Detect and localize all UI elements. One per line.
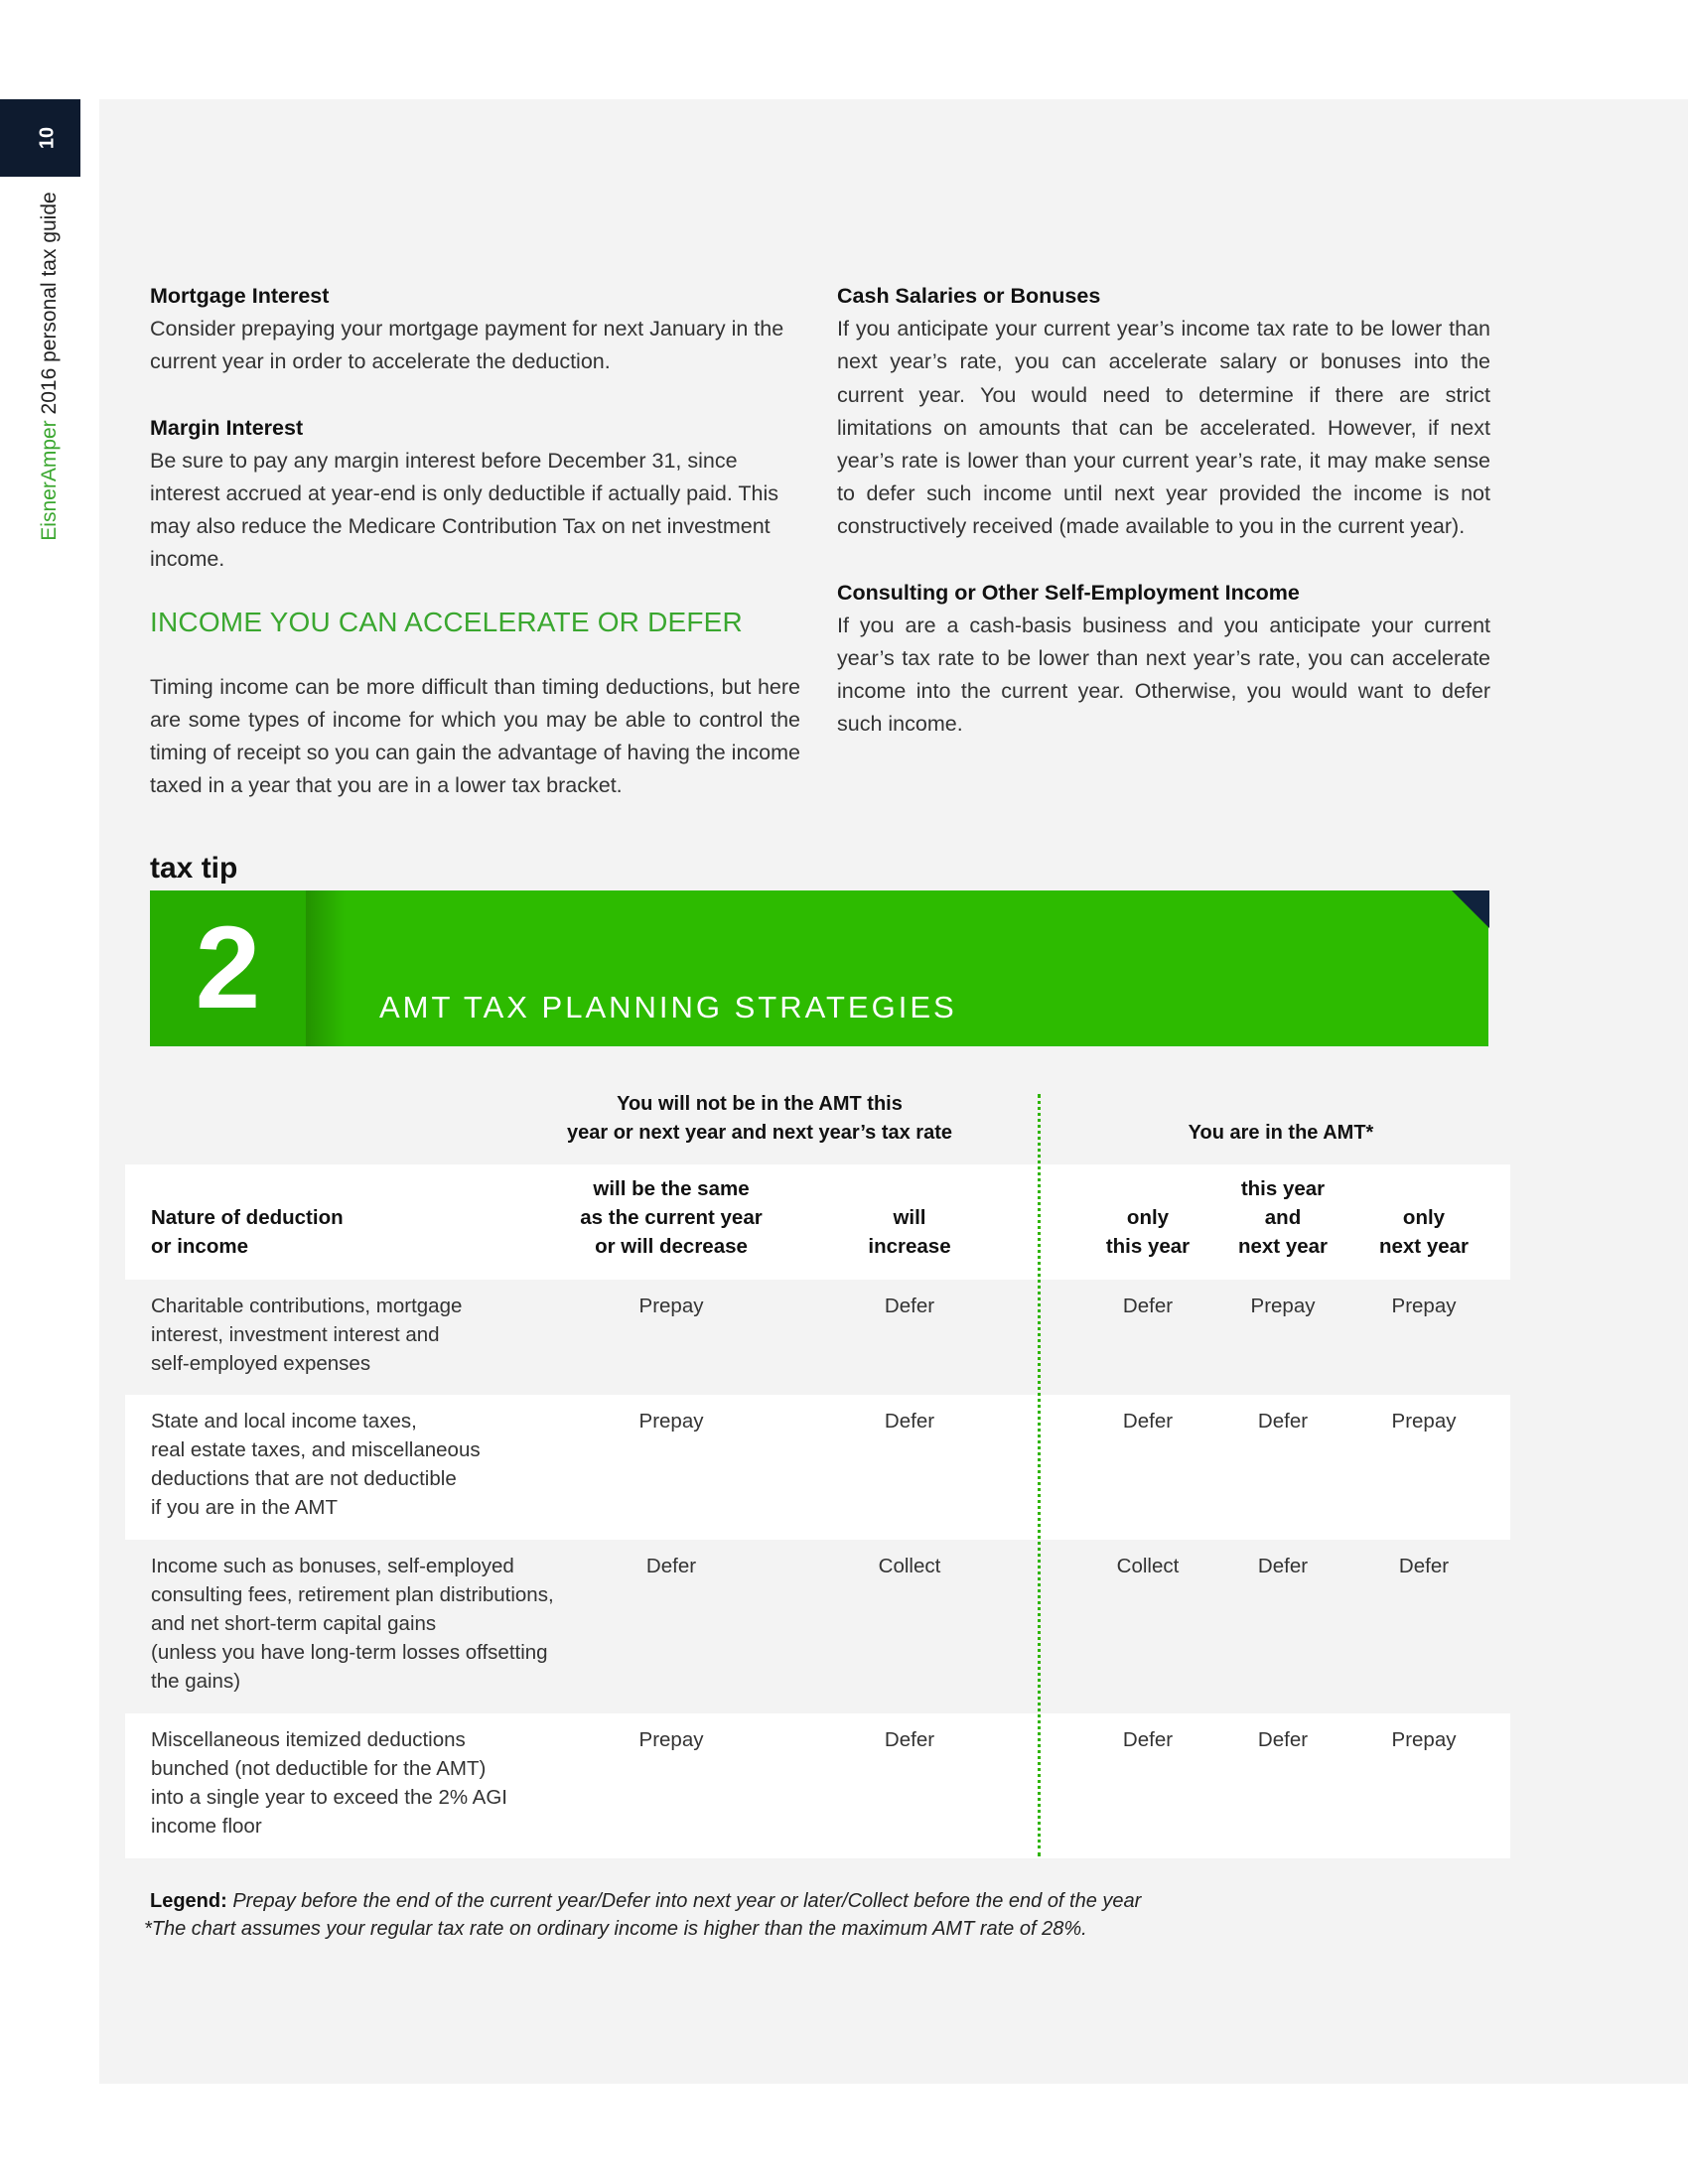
row-description: Charitable contributions, mortgage interest, investment interest and self-employed expenses [151,1295,463,1375]
table-row [125,1395,1510,1540]
left-column [150,280,800,802]
header-will-increase: will increase [868,1206,951,1258]
header-nature: Nature of deduction or income [151,1206,344,1258]
legend-text: Prepay before the end of the current year/Defer into next year or later/Collect before the end of the year [232,1890,1142,1912]
table-cell: Defer [1122,1295,1174,1317]
group-header-line: You will not be in the AMT this [617,1093,903,1115]
header-same-or-decrease: will be the same as the current year or will decrease [580,1177,763,1258]
table-cell: Defer [645,1555,697,1577]
table-cell: Defer [1257,1728,1309,1751]
table-cell: Prepay [1391,1728,1457,1751]
group-header-line: year or next year and next year’s tax rate [567,1122,952,1144]
table-cell: Prepay [638,1410,704,1433]
tax-tip-banner [150,890,1488,1046]
table-cell: Collect [1116,1555,1180,1577]
table-header-row [125,1164,1510,1280]
group-header-in-amt: You are in the AMT* [1188,1122,1374,1144]
mortgage-body: Consider prepaying your mortgage payment for next January in the current year in order to accelerate the deduction. [150,317,784,374]
salaries-body: If you anticipate your current year’s income tax rate to be lower than next year’s rate, you can accelerate salary or bonuses into the current year. You would need to determine if there are strict limitations on amounts that can be accelerated. However, if next year’s rate is lower than your current year’s rate, it may make sense to defer such income until next year provided the income is not constructively received (made available to you in the current year). [837,317,1490,539]
table-cell: Defer [1398,1555,1450,1577]
table-row [125,1713,1510,1858]
table-cell: Defer [1122,1728,1174,1751]
table-cell: Defer [884,1728,935,1751]
table-cell: Defer [884,1295,935,1317]
banner-corner-fold [1452,890,1489,928]
row-description: Miscellaneous itemized deductions bunched (not deductible for the AMT) into a single year to exceed the 2% AGI income floor [151,1728,507,1838]
table-cell: Prepay [638,1295,704,1317]
margin-heading: Margin Interest [150,415,304,440]
amt-strategies-table [125,1164,1510,1858]
guide-title: 2016 personal tax guide [38,192,61,415]
footnote: *The chart assumes your regular tax rate on ordinary income is higher than the maximum AMT rate of 28%. [144,1918,1087,1940]
table-cell: Defer [884,1410,935,1433]
table-cell: Prepay [1391,1295,1457,1317]
consulting-heading: Consulting or Other Self-Employment Income [837,580,1300,605]
header-this-and-next-year: this year and next year [1237,1177,1329,1258]
section-intro: Timing income can be more difficult than timing deductions, but here are some types of income for which you may be able to control the timing of receipt so you can gain the advantage of having the income taxed in a year that you are in a lower tax bracket. [150,674,800,798]
page-number: 10 [36,126,59,150]
table-cell: Collect [878,1555,941,1577]
group-header-not-in-amt [536,1090,983,1148]
salaries-heading: Cash Salaries or Bonuses [837,284,1101,308]
table-cell: Defer [1122,1410,1174,1433]
header-only-next-year: only next year [1378,1206,1470,1258]
header-only-this-year: only this year [1105,1206,1191,1258]
legend-label: Legend: [150,1890,227,1912]
brand-name: EisnerAmper [38,420,61,541]
consulting-body: If you are a cash-basis business and you anticipate your current year’s tax rate to be lower than next year’s rate, you can accelerate income into the current year. Otherwise, you would want to defer such income. [837,613,1490,737]
right-column [837,280,1490,742]
table-cell: Defer [1257,1410,1309,1433]
margin-body: Be sure to pay any margin interest before December 31, since interest accrued at year-end is only deductible if actually paid. This may also reduce the Medicare Contribution Tax on net investment income. [150,448,779,572]
table-row [125,1280,1510,1395]
legend [150,1890,1141,1913]
table-row [125,1540,1510,1713]
table-cell: Prepay [1391,1410,1457,1433]
table-cell: Prepay [638,1728,704,1751]
tax-tip-label: tax tip [150,852,238,885]
mortgage-heading: Mortgage Interest [150,284,330,308]
section-title: INCOME YOU CAN ACCELERATE OR DEFER [150,606,743,637]
tip-number: 2 [195,902,261,1033]
running-header [38,192,62,540]
table-cell: Prepay [1250,1295,1316,1317]
tip-title: AMT TAX PLANNING STRATEGIES [379,990,957,1024]
row-description: Income such as bonuses, self-employed consulting fees, retirement plan distributions, and net short-term capital gains (unless you have long-term losses offsetting the gains) [151,1555,554,1693]
row-description: State and local income taxes, real estate taxes, and miscellaneous deductions that are not deductible if you are in the AMT [151,1410,481,1519]
table-cell: Defer [1257,1555,1309,1577]
amt-column-divider [1038,1094,1041,1856]
